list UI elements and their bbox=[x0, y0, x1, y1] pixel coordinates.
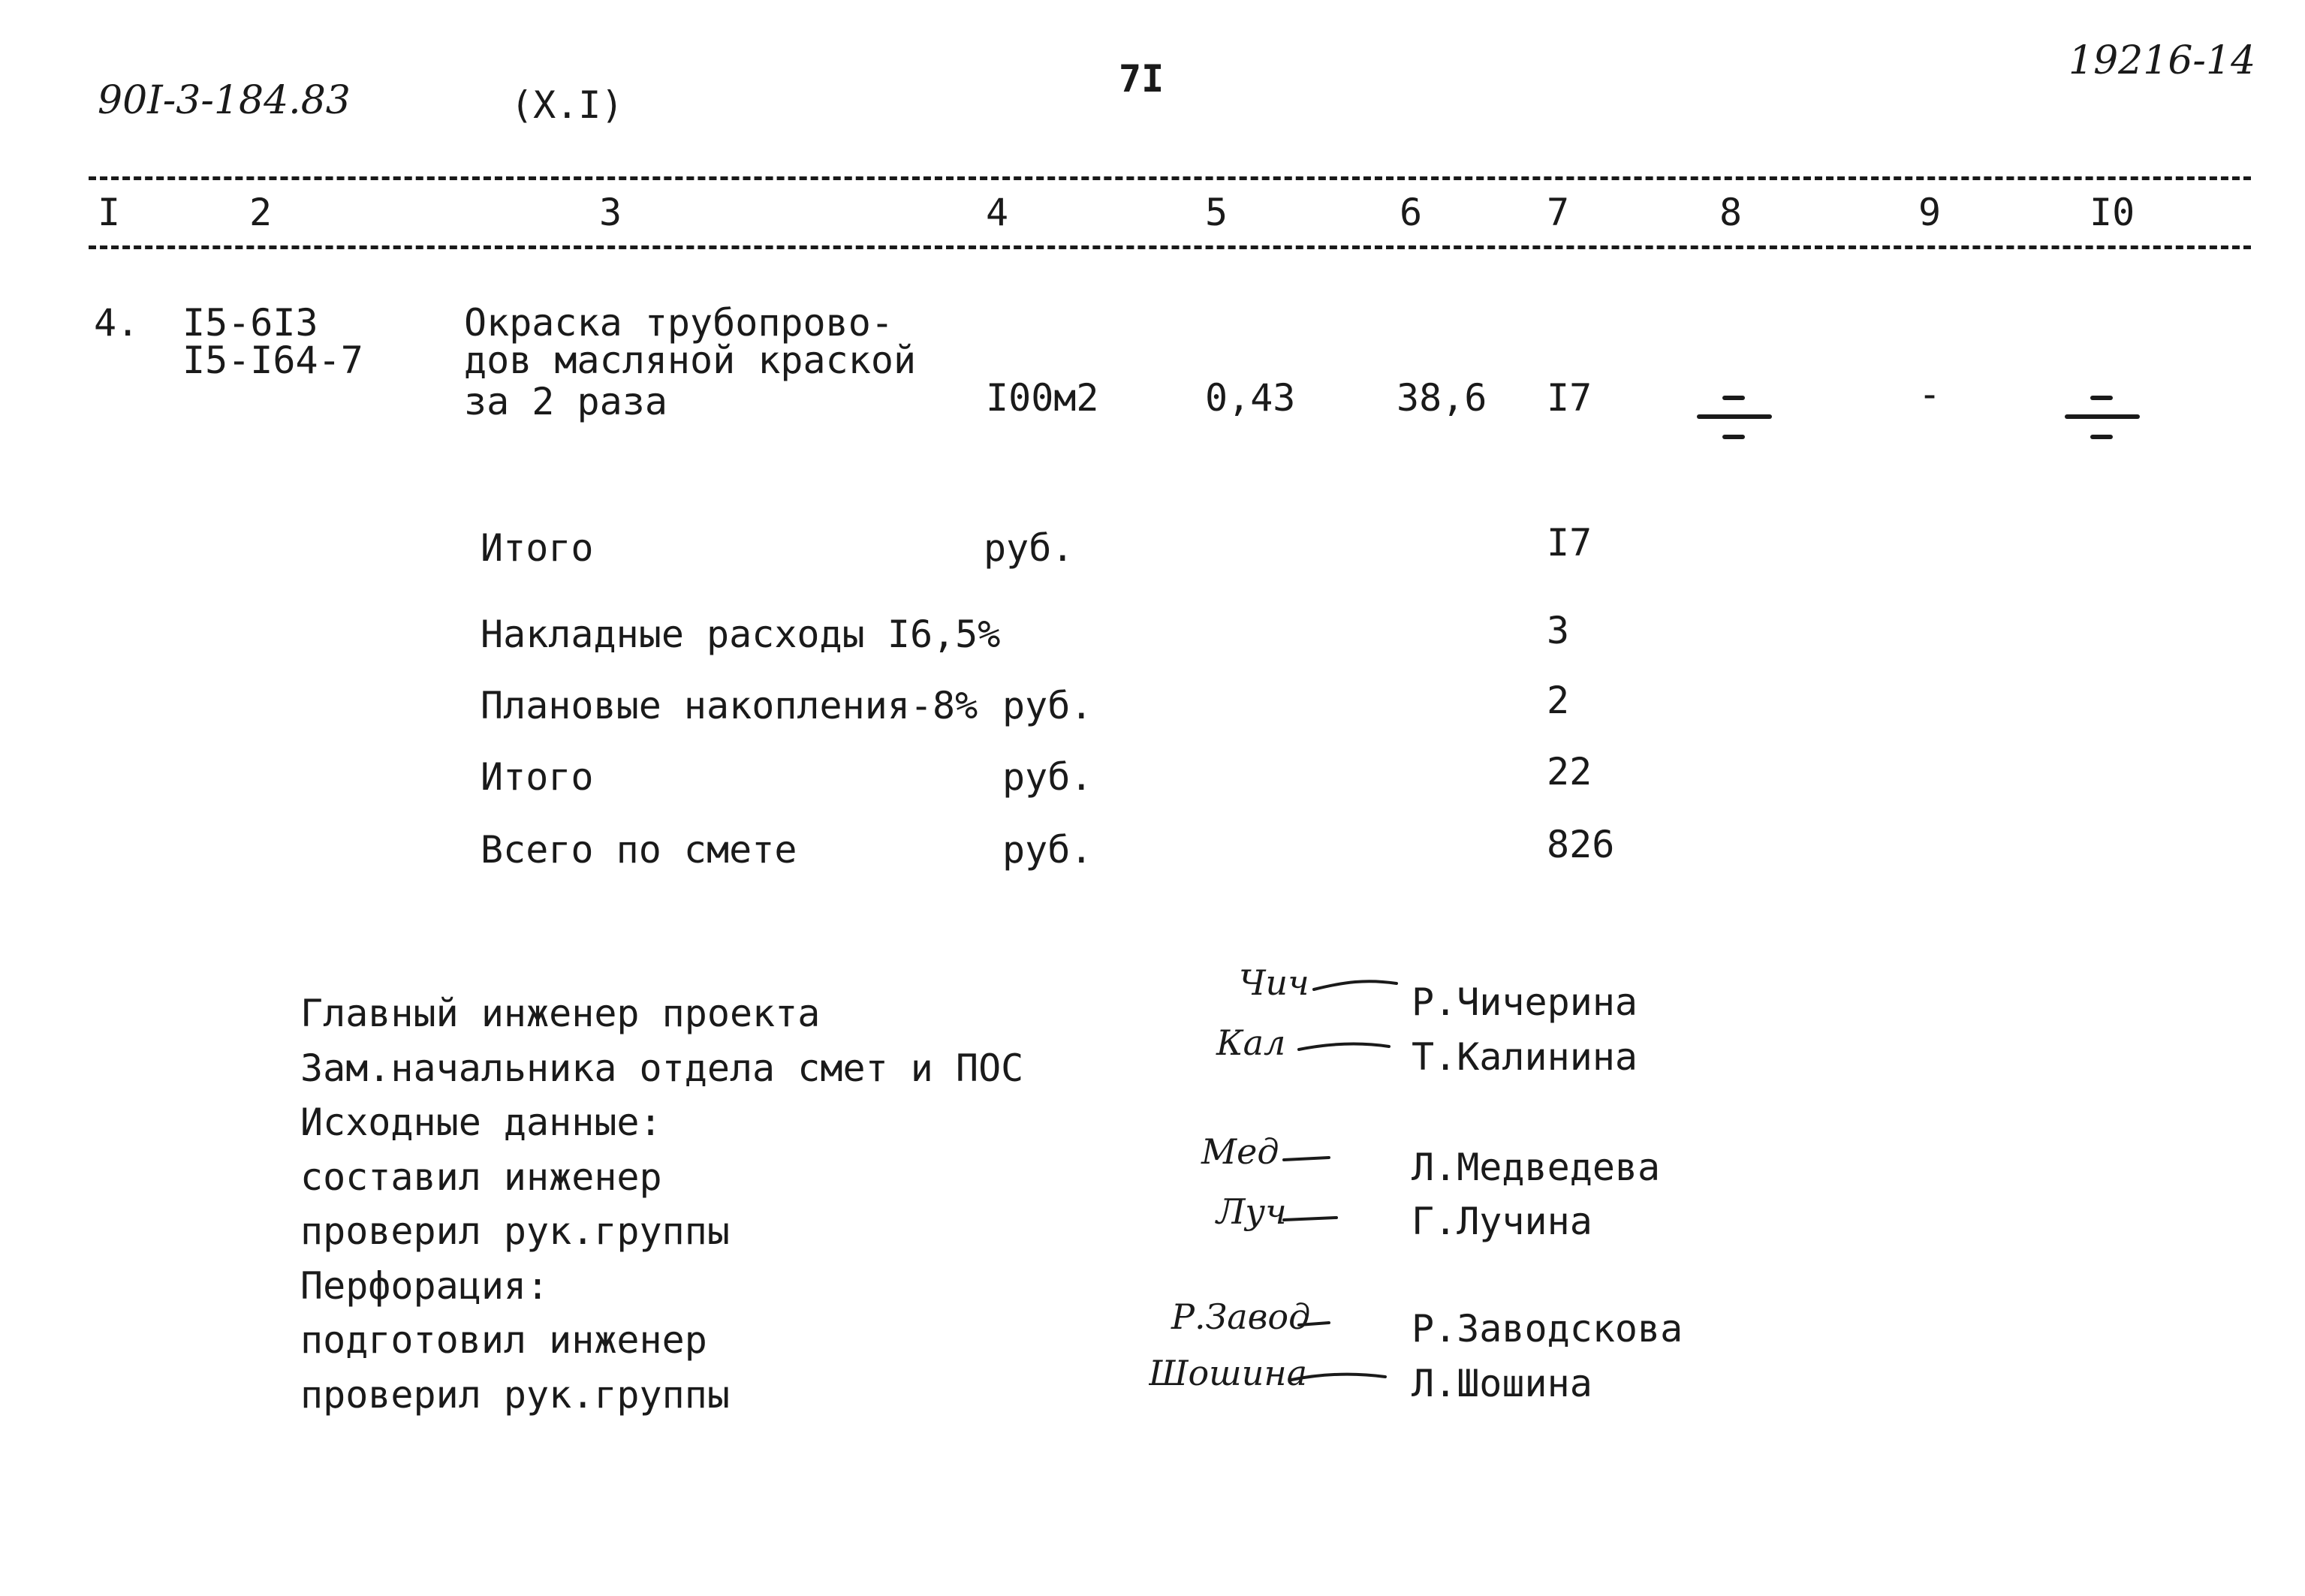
signer-name: Р.Заводскова bbox=[1412, 1307, 1683, 1351]
summary-unit: руб. bbox=[1002, 755, 1093, 799]
plus-minus-dash-mark-icon bbox=[2061, 390, 2144, 450]
column-number: 7 bbox=[1547, 191, 1570, 234]
summary-value: I7 bbox=[1547, 521, 1592, 565]
signer-name: Т.Калинина bbox=[1412, 1035, 1638, 1079]
plus-minus-dash-mark-icon bbox=[1693, 390, 1776, 450]
signer-name: Г.Лучина bbox=[1412, 1200, 1592, 1243]
page-number: 7I bbox=[1119, 57, 1165, 101]
work-description-line: Окраска трубопрово- bbox=[464, 301, 893, 345]
summary-unit: руб. bbox=[984, 526, 1074, 570]
sheet-reference: 19216-14 bbox=[2068, 38, 2256, 83]
column-number: 2 bbox=[249, 191, 273, 234]
handwritten-signature bbox=[1149, 1284, 1397, 1419]
summary-value: 3 bbox=[1547, 609, 1570, 652]
unit-price: 38,6 bbox=[1397, 376, 1487, 420]
summary-label: Итого bbox=[481, 526, 594, 570]
norm-code: I5-I64-7 bbox=[182, 339, 363, 382]
work-description-line: дов масляной краской bbox=[464, 339, 917, 382]
column-number: I0 bbox=[2090, 191, 2135, 234]
column-number: 9 bbox=[1918, 191, 1942, 234]
quantity: 0,43 bbox=[1205, 376, 1296, 420]
signer-name: Л.Медведева bbox=[1412, 1146, 1661, 1189]
column-number: 6 bbox=[1400, 191, 1423, 234]
row-number: 4. bbox=[94, 301, 140, 345]
document-code: 90I-3-184.83 bbox=[98, 78, 351, 123]
summary-label: Накладные расходы I6,5% bbox=[481, 613, 1001, 656]
role-label: Главный инженер проекта bbox=[300, 992, 821, 1035]
unit-of-measure: I00м2 bbox=[986, 376, 1099, 420]
role-label: Исходные данные: bbox=[300, 1101, 662, 1144]
norm-code: I5-6I3 bbox=[182, 301, 318, 345]
signature-text: Чич bbox=[1239, 962, 1309, 1003]
summary-value: 2 bbox=[1547, 679, 1570, 722]
table-top-rule bbox=[89, 176, 2251, 180]
signature-text: Кал bbox=[1216, 1022, 1286, 1063]
section-label: (X.I) bbox=[511, 83, 624, 127]
signature-text: Шошина bbox=[1149, 1353, 1308, 1393]
summary-label: Итого bbox=[481, 755, 594, 799]
summary-label: Плановые накопления-8% bbox=[481, 684, 978, 727]
role-label: проверил рук.группы bbox=[300, 1209, 730, 1253]
col9-dash: - bbox=[1918, 372, 1942, 416]
summary-label: Всего по смете bbox=[481, 828, 797, 872]
summary-value: 22 bbox=[1547, 750, 1592, 793]
row-total: I7 bbox=[1547, 376, 1592, 420]
summary-value: 826 bbox=[1547, 823, 1615, 866]
signer-name: Л.Шошина bbox=[1412, 1362, 1592, 1405]
column-number: 4 bbox=[986, 191, 1009, 234]
role-label: проверил рук.группы bbox=[300, 1373, 730, 1417]
column-number: 3 bbox=[599, 191, 622, 234]
role-label: Зам.начальника отдела смет и ПОС bbox=[300, 1046, 1024, 1090]
column-number: I bbox=[98, 191, 121, 234]
table-header-rule bbox=[89, 245, 2251, 249]
signature-text: Р.Завод bbox=[1171, 1296, 1311, 1337]
work-description-line: за 2 раза bbox=[464, 380, 667, 423]
handwritten-signature bbox=[1201, 953, 1412, 1096]
summary-unit: руб. bbox=[1002, 684, 1093, 727]
signature-text: Луч bbox=[1216, 1191, 1287, 1232]
signature-text: Мед bbox=[1201, 1131, 1279, 1172]
role-label: подготовил инженер bbox=[300, 1318, 707, 1362]
role-label: Перфорация: bbox=[300, 1264, 550, 1308]
summary-unit: руб. bbox=[1002, 828, 1093, 872]
column-number: 8 bbox=[1719, 191, 1743, 234]
column-number: 5 bbox=[1205, 191, 1228, 234]
role-label: составил инженер bbox=[300, 1155, 662, 1199]
handwritten-signature bbox=[1171, 1119, 1397, 1261]
signer-name: Р.Чичерина bbox=[1412, 980, 1638, 1024]
